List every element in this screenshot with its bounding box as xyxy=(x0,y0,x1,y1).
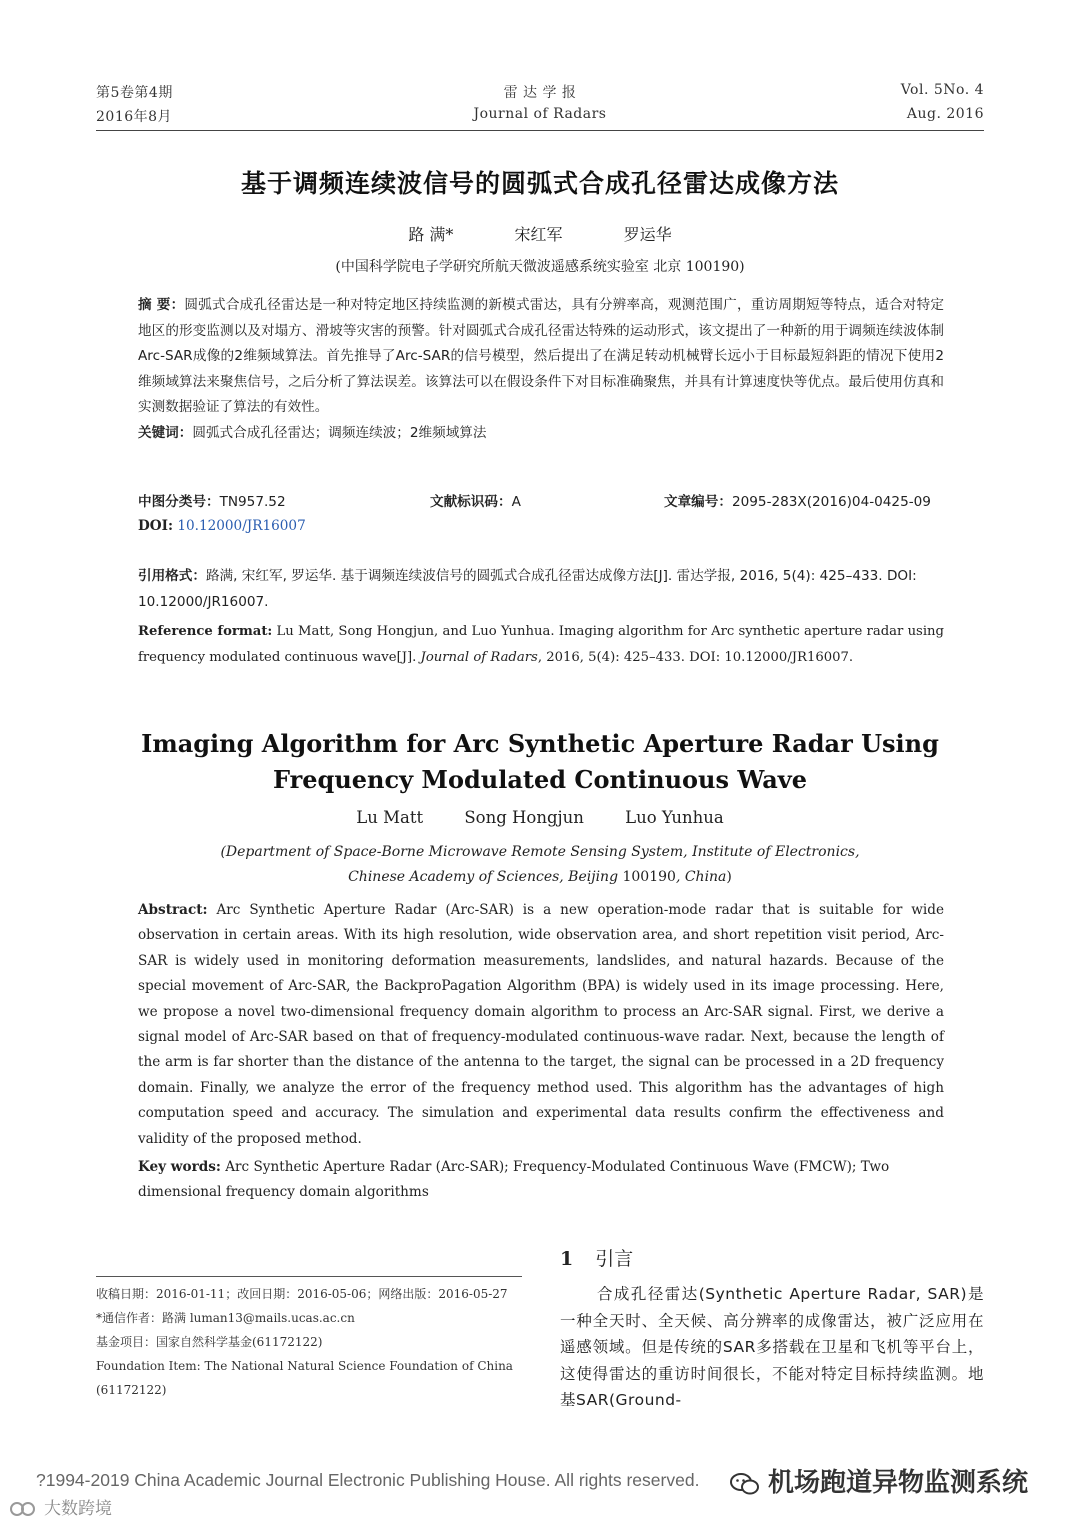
author-en-2: Song Hongjun xyxy=(464,808,584,827)
keywords-en-text: Arc Synthetic Aperture Radar (Arc-SAR); Frequency-Modulated Continuous Wave (FMCW); Two dimensional frequency domain algorithms xyxy=(138,1159,890,1201)
author-en-1: Lu Matt xyxy=(356,808,424,827)
section-1-number: 1 xyxy=(560,1248,574,1270)
section-1-heading xyxy=(560,1244,633,1271)
footnote-corresponding-author: *通信作者：路满 luman13@mails.ucas.ac.cn xyxy=(96,1311,355,1325)
authors-en xyxy=(0,808,1080,827)
journal-name-cn: 雷 达 学 报 xyxy=(503,85,577,101)
reference-format-en xyxy=(138,619,944,671)
header-rule xyxy=(96,130,984,131)
reference-en-label: Reference format: xyxy=(138,624,273,639)
footnote-rule xyxy=(96,1276,522,1277)
affiliation-en-line2-b: , China xyxy=(675,869,727,885)
citation-cn xyxy=(138,563,944,615)
footnote-funding-cn: 基金项目：国家自然科学基金(61172122) xyxy=(96,1335,323,1349)
footnote-funding-en: Foundation Item: The National Natural Science Foundation of China (61172122) xyxy=(96,1359,513,1397)
section-1-text xyxy=(560,1281,984,1414)
doc-code-label: 文献标识码： xyxy=(430,494,512,510)
watermark-account xyxy=(730,1462,1028,1499)
doi xyxy=(138,518,306,534)
affiliation-en-postcode: 100190 xyxy=(622,869,676,885)
affiliation-en xyxy=(0,840,1080,890)
clc-value: TN957.52 xyxy=(219,494,286,510)
reference-en-text-after: , 2016, 5(4): 425–433. DOI: 10.12000/JR16007. xyxy=(537,650,854,665)
citation-cn-text: 路满, 宋红军, 罗运华. 基于调频连续波信号的圆弧式合成孔径雷达成像方法[J]. 雷达学报, 2016, 5(4): 425–433. DOI: 10.12000/JR16007. xyxy=(138,568,917,610)
keywords-en xyxy=(138,1155,944,1206)
keywords-en-label: Key words: xyxy=(138,1159,221,1175)
clc-field xyxy=(138,490,286,510)
clc-label: 中图分类号： xyxy=(138,494,220,510)
affiliation-cn: (中国科学院电子学研究所航天微波遥感系统实验室 北京 100190) xyxy=(335,259,745,275)
section-1-paragraph: 合成孔径雷达(Synthetic Aperture Radar, SAR)是一种全天时、全天候、高分辨率的成像雷达，被广泛应用在遥感领域。但是传统的SAR多搭载在卫星和飞机等平台上，这使得雷达的重访时间很长，不能对特定目标持续监测。地基SAR(Ground- xyxy=(560,1285,984,1409)
abstract-cn xyxy=(138,293,944,446)
paper-title-cn: 基于调频连续波信号的圆弧式合成孔径雷达成像方法 xyxy=(240,169,839,198)
affiliation-en-line1: (Department of Space-Borne Microwave Remote Sensing System, Institute of Electronics, xyxy=(220,844,860,860)
date-cn: 2016年8月 xyxy=(96,109,173,125)
author-cn-2: 宋红军 xyxy=(514,225,563,244)
abstract-en-text: Arc Synthetic Aperture Radar (Arc-SAR) is a new operation-mode radar that is suitable for wide observation in certain areas. With its high resolution, wide observation area, and short repetition visit period, Arc-SAR is widely used in monitoring deformation measurements, landslides, and natural hazards. Because of the special movement of Arc-SAR, the BackproPagation Algorithm (BPA) is widely used in its image processing. Here, we propose a novel two-dimensional frequency domain algorithm to process an Arc-SAR signal. First, we derive a signal model of Arc-SAR based on that of frequency-modulated continuous-wave radar. Next, because the length of the arm is far shorter than the distance of the antenna to the target, the signal can be processed in a 2D frequency domain. Finally, we analyze the error of the frequency method used. This algorithm has the advantages of high computation speed and accuracy. The simulation and experimental data results confirm the effectiveness and validity of the proposed method. xyxy=(138,902,945,1147)
footnotes xyxy=(96,1282,522,1402)
paper-title-en xyxy=(0,726,1080,798)
watermark-account-name: 机场跑道异物监测系统 xyxy=(768,1468,1029,1498)
watermark-brand-name: 大数跨境 xyxy=(44,1499,112,1519)
citation-cn-label: 引用格式： xyxy=(138,568,206,584)
keywords-cn-label: 关键词： xyxy=(138,424,193,441)
volume-issue-cn: 第5卷第4期 xyxy=(96,85,173,101)
paper-title-en-line2: Frequency Modulated Continuous Wave xyxy=(273,765,807,794)
date-en: Aug. 2016 xyxy=(906,106,984,122)
reference-en-journal: Journal of Radars xyxy=(420,650,538,665)
section-1-title: 引言 xyxy=(595,1248,634,1270)
abstract-en xyxy=(138,898,944,1152)
author-cn-1: 路 满* xyxy=(408,225,454,244)
classification-row xyxy=(138,490,944,512)
article-number-label: 文章编号： xyxy=(664,494,732,510)
doc-code-field xyxy=(430,490,521,510)
author-cn-3: 罗运华 xyxy=(623,225,672,244)
link-icon xyxy=(8,1501,40,1517)
journal-name-en: Journal of Radars xyxy=(473,106,607,122)
copyright-notice: ?1994-2019 China Academic Journal Electronic Publishing House. All rights reserved. xyxy=(36,1470,700,1490)
affiliation-en-line2 xyxy=(0,865,1080,890)
keywords-cn-text: 圆弧式合成孔径雷达；调频连续波；2维频域算法 xyxy=(192,424,487,441)
paper-title-en-line1: Imaging Algorithm for Arc Synthetic Aperture Radar Using xyxy=(141,729,939,758)
doc-code-value: A xyxy=(511,494,521,510)
abstract-cn-label: 摘 要： xyxy=(138,297,185,313)
article-number-field xyxy=(664,490,931,510)
article-number-value: 2095-283X(2016)04-0425-09 xyxy=(731,494,931,510)
wechat-icon xyxy=(730,1473,760,1495)
footnote-dates: 收稿日期：2016-01-11；改回日期：2016-05-06；网络出版：2016-05-27 xyxy=(96,1287,508,1301)
affiliation-en-line2-a: Chinese Academy of Sciences, Beijing xyxy=(348,869,623,885)
doi-label: DOI: xyxy=(138,518,174,534)
volume-issue-en: Vol. 5No. 4 xyxy=(900,82,984,98)
author-en-3: Luo Yunhua xyxy=(625,808,724,827)
keywords-cn xyxy=(138,421,944,447)
doi-link[interactable]: 10.12000/JR16007 xyxy=(177,518,306,534)
reference-en-text-before: Lu Matt, Song Hongjun, and Luo Yunhua. Imaging algorithm for Arc synthetic aperture radar using frequency modulated continuous wave[J]. xyxy=(138,624,944,665)
affiliation-en-line2-c: ) xyxy=(726,869,732,885)
watermark-brand xyxy=(8,1494,112,1519)
abstract-en-label: Abstract: xyxy=(138,902,208,918)
authors-cn xyxy=(0,222,1080,245)
abstract-cn-text: 圆弧式合成孔径雷达是一种对特定地区持续监测的新模式雷达，具有分辨率高，观测范围广，重访周期短等特点，适合对特定地区的形变监测以及对塌方、滑坡等灾害的预警。针对圆弧式合成孔径雷达特殊的运动形式，该文提出了一种新的用于调频连续波体制Arc-SAR成像的2维频域算法。首先推导了Arc-SAR的信号模型，然后提出了在满足转动机械臂长远小于目标最短斜距的情况下使用2维频域算法来聚焦信号，之后分析了算法误差。该算法可以在假设条件下对目标准确聚焦，并具有计算速度快等优点。最后使用仿真和实测数据验证了算法的有效性。 xyxy=(138,297,945,415)
